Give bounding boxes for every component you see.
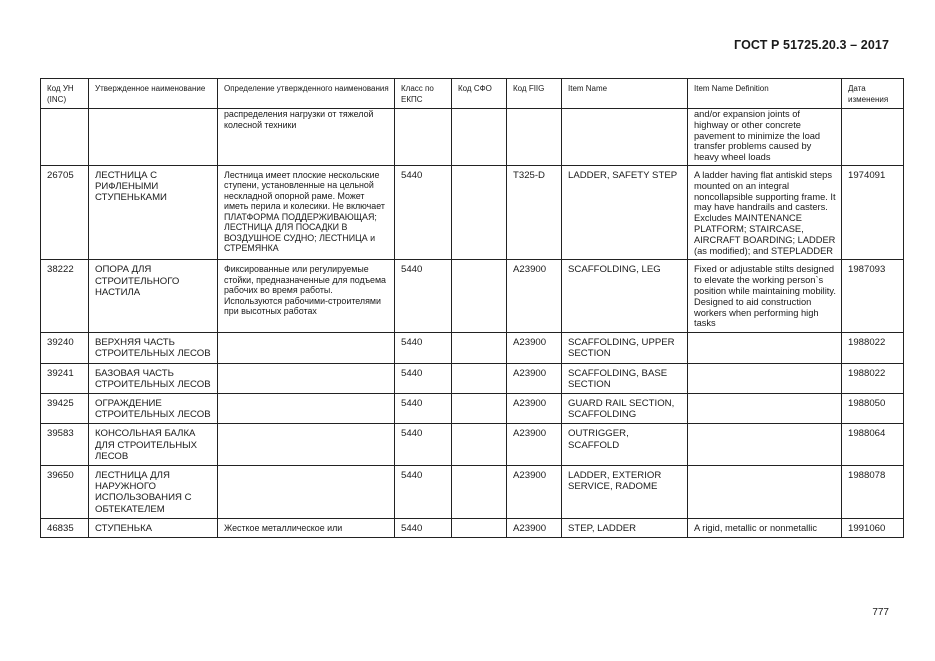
sfo-code-cell bbox=[452, 518, 507, 537]
table-row bbox=[41, 333, 904, 363]
change-date-cell: 1988064 bbox=[842, 424, 904, 466]
item-definition-cell: Fixed or adjustable stilts designed to elevate the working person`s position while maintaining mobility. Designed to aid construction workers when performing high tasks bbox=[688, 260, 842, 333]
document-header: ГОСТ Р 51725.20.3 – 2017 bbox=[734, 38, 889, 52]
ekps-class-cell: 5440 bbox=[395, 165, 452, 259]
approved-name-cell: КОНСОЛЬНАЯ БАЛКА ДЛЯ СТРОИТЕЛЬНЫХ ЛЕСОВ bbox=[89, 424, 218, 466]
col-item-definition-header: Item Name Definition bbox=[688, 79, 842, 109]
ekps-class-cell: 5440 bbox=[395, 393, 452, 423]
col-ekps-class-header: Класс по ЕКПС bbox=[395, 79, 452, 109]
definition-cell bbox=[218, 424, 395, 466]
item-definition-cell: and/or expansion joints of highway or other concrete pavement to minimize the load transfer problems caused by heavy wheel loads bbox=[688, 109, 842, 166]
table-body bbox=[41, 109, 904, 538]
table-row bbox=[41, 465, 904, 518]
fiig-code-cell: A23900 bbox=[507, 363, 562, 393]
ekps-class-cell: 5440 bbox=[395, 363, 452, 393]
fiig-code-cell: T325-D bbox=[507, 165, 562, 259]
item-name-cell: OUTRIGGER, SCAFFOLD bbox=[562, 424, 688, 466]
inc-code-cell: 39241 bbox=[41, 363, 89, 393]
item-definition-cell: A ladder having flat antiskid steps mounted on an integral noncollapsible supporting frame. It may have handrails and casters. Excludes MAINTENANCE PLATFORM; STAIRCASE, AIRCRAFT BOARDING; LADDER (as modified); and STEPLADDER bbox=[688, 165, 842, 259]
inc-code-cell: 38222 bbox=[41, 260, 89, 333]
item-definition-cell bbox=[688, 424, 842, 466]
approved-name-cell: БАЗОВАЯ ЧАСТЬ СТРОИТЕЛЬНЫХ ЛЕСОВ bbox=[89, 363, 218, 393]
approved-name-cell: ОПОРА ДЛЯ СТРОИТЕЛЬНОГО НАСТИЛА bbox=[89, 260, 218, 333]
approved-name-cell: ЛЕСТНИЦА С РИФЛЕНЫМИ СТУПЕНЬКАМИ bbox=[89, 165, 218, 259]
table-header bbox=[41, 79, 904, 109]
approved-name-cell: ЛЕСТНИЦА ДЛЯ НАРУЖНОГО ИСПОЛЬЗОВАНИЯ С ОБТЕКАТЕЛЕМ bbox=[89, 465, 218, 518]
fiig-code-cell: A23900 bbox=[507, 260, 562, 333]
table-row bbox=[41, 109, 904, 166]
change-date-cell: 1988022 bbox=[842, 363, 904, 393]
col-approved-name-header: Утвержденное наименование bbox=[89, 79, 218, 109]
sfo-code-cell bbox=[452, 424, 507, 466]
col-inc-code-header: Код УН (INC) bbox=[41, 79, 89, 109]
sfo-code-cell bbox=[452, 260, 507, 333]
definition-cell: Лестница имеет плоские нескольские ступени, установленные на цельной нескладной опорной раме. Может иметь перила и колесики. Не включает ПЛАТФОРМА ПОДДЕРЖИВАЮЩАЯ; ЛЕСТНИЦА ДЛЯ ПОСАДКИ В ВОЗДУШНОЕ СУДНО; ЛЕСТНИЦА и СТРЕМЯНКА bbox=[218, 165, 395, 259]
sfo-code-cell bbox=[452, 465, 507, 518]
ekps-class-cell: 5440 bbox=[395, 424, 452, 466]
item-name-cell: STEP, LADDER bbox=[562, 518, 688, 537]
fiig-code-cell: A23900 bbox=[507, 424, 562, 466]
inc-code-cell: 39425 bbox=[41, 393, 89, 423]
col-item-name-header: Item Name bbox=[562, 79, 688, 109]
item-definition-cell bbox=[688, 393, 842, 423]
table-row bbox=[41, 518, 904, 537]
ekps-class-cell: 5440 bbox=[395, 465, 452, 518]
col-change-date-header: Дата изменения bbox=[842, 79, 904, 109]
fiig-code-cell: A23900 bbox=[507, 465, 562, 518]
inc-code-cell: 46835 bbox=[41, 518, 89, 537]
change-date-cell: 1988022 bbox=[842, 333, 904, 363]
definition-cell bbox=[218, 363, 395, 393]
item-definition-cell: A rigid, metallic or nonmetallic bbox=[688, 518, 842, 537]
approved-name-cell: ВЕРХНЯЯ ЧАСТЬ СТРОИТЕЛЬНЫХ ЛЕСОВ bbox=[89, 333, 218, 363]
definition-cell: Жесткое металлическое или bbox=[218, 518, 395, 537]
table-row bbox=[41, 424, 904, 466]
definition-cell bbox=[218, 333, 395, 363]
col-fiig-code-header: Код FIIG bbox=[507, 79, 562, 109]
approved-name-cell: ОГРАЖДЕНИЕ СТРОИТЕЛЬНЫХ ЛЕСОВ bbox=[89, 393, 218, 423]
item-definition-cell bbox=[688, 363, 842, 393]
inc-code-cell: 39240 bbox=[41, 333, 89, 363]
change-date-cell: 1988078 bbox=[842, 465, 904, 518]
inc-code-cell: 39583 bbox=[41, 424, 89, 466]
change-date-cell: 1974091 bbox=[842, 165, 904, 259]
item-name-cell: GUARD RAIL SECTION, SCAFFOLDING bbox=[562, 393, 688, 423]
table-row bbox=[41, 363, 904, 393]
sfo-code-cell bbox=[452, 109, 507, 166]
approved-name-cell bbox=[89, 109, 218, 166]
fiig-code-cell: A23900 bbox=[507, 333, 562, 363]
item-name-cell: SCAFFOLDING, BASE SECTION bbox=[562, 363, 688, 393]
definition-cell bbox=[218, 393, 395, 423]
col-sfo-code-header: Код СФО bbox=[452, 79, 507, 109]
fiig-code-cell: A23900 bbox=[507, 393, 562, 423]
table-row bbox=[41, 393, 904, 423]
change-date-cell: 1991060 bbox=[842, 518, 904, 537]
header-row bbox=[41, 79, 904, 109]
fiig-code-cell bbox=[507, 109, 562, 166]
item-name-cell: LADDER, SAFETY STEP bbox=[562, 165, 688, 259]
fiig-code-cell: A23900 bbox=[507, 518, 562, 537]
sfo-code-cell bbox=[452, 393, 507, 423]
inc-code-cell: 26705 bbox=[41, 165, 89, 259]
nomenclature-table bbox=[40, 78, 904, 538]
inc-code-cell: 39650 bbox=[41, 465, 89, 518]
ekps-class-cell: 5440 bbox=[395, 518, 452, 537]
definition-cell: распределения нагрузки от тяжелой колесной техники bbox=[218, 109, 395, 166]
item-definition-cell bbox=[688, 333, 842, 363]
inc-code-cell bbox=[41, 109, 89, 166]
change-date-cell: 1988050 bbox=[842, 393, 904, 423]
col-definition-header: Определение утвержденного наименования bbox=[218, 79, 395, 109]
sfo-code-cell bbox=[452, 165, 507, 259]
item-name-cell: SCAFFOLDING, LEG bbox=[562, 260, 688, 333]
item-name-cell bbox=[562, 109, 688, 166]
page-number: 777 bbox=[872, 607, 889, 618]
item-name-cell: LADDER, EXTERIOR SERVICE, RADOME bbox=[562, 465, 688, 518]
definition-cell: Фиксированные или регулируемые стойки, предназначенные для подъема рабочих во время работы. Используются рабочими-строителями при высотных работах bbox=[218, 260, 395, 333]
change-date-cell bbox=[842, 109, 904, 166]
definition-cell bbox=[218, 465, 395, 518]
ekps-class-cell bbox=[395, 109, 452, 166]
approved-name-cell: СТУПЕНЬКА bbox=[89, 518, 218, 537]
change-date-cell: 1987093 bbox=[842, 260, 904, 333]
sfo-code-cell bbox=[452, 333, 507, 363]
ekps-class-cell: 5440 bbox=[395, 333, 452, 363]
table-row bbox=[41, 260, 904, 333]
item-name-cell: SCAFFOLDING, UPPER SECTION bbox=[562, 333, 688, 363]
ekps-class-cell: 5440 bbox=[395, 260, 452, 333]
sfo-code-cell bbox=[452, 363, 507, 393]
table-row bbox=[41, 165, 904, 259]
item-definition-cell bbox=[688, 465, 842, 518]
